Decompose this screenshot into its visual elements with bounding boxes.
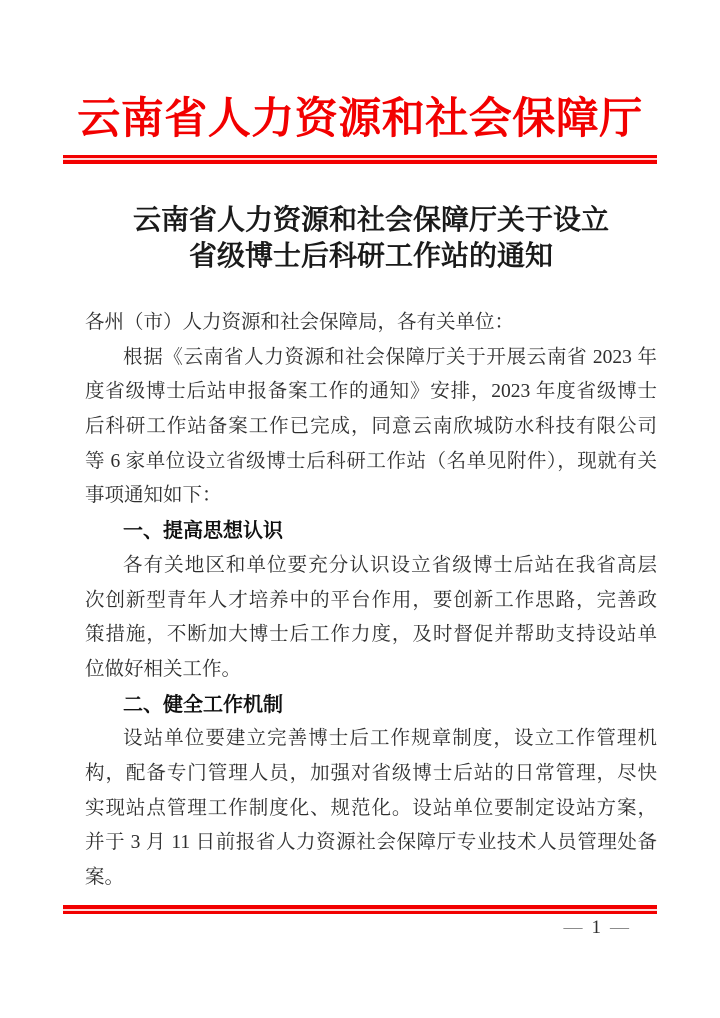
body-line: 位做好相关工作。 (85, 658, 242, 680)
body-line: 后科研工作站备案工作已完成，同意云南欣城防水科技有限公司 (85, 416, 657, 438)
page-number-suffix-dash: — (610, 917, 629, 938)
masthead-divider-rule (63, 155, 657, 164)
page-number (63, 916, 657, 940)
document-body (85, 306, 657, 896)
document-title-line1: 云南省人力资源和社会保障厅关于设立 (132, 205, 609, 236)
masthead-agency-title: 云南省人力资源和社会保障厅 (77, 96, 643, 143)
body-line: 各有关地区和单位要充分认识设立省级博士后站在我省高层 (123, 554, 657, 576)
body-line: 事项通知如下： (85, 485, 222, 507)
page-number-value: 1 (591, 917, 601, 938)
section-heading-2: 二、健全工作机制 (123, 693, 283, 716)
body-line: 度省级博士后站申报备案工作的通知》安排，2023 年度省级博士 (85, 381, 657, 403)
body-line: 实现站点管理工作制度化、规范化。设站单位要制定设站方案， (85, 797, 657, 819)
section-heading-1: 一、提高思想认识 (123, 520, 283, 543)
body-line-salutation: 各州（市）人力资源和社会保障局，各有关单位： (85, 312, 515, 333)
footer-divider-rule (63, 905, 657, 914)
body-line: 并于 3 月 11 日前报省人力资源社会保障厅专业技术人员管理处备 (85, 832, 657, 854)
body-line: 设站单位要建立完善博士后工作规章制度，设立工作管理机 (123, 728, 657, 750)
body-line: 根据《云南省人力资源和社会保障厅关于开展云南省 2023 年 (123, 346, 657, 368)
body-line: 策措施，不断加大博士后工作力度，及时督促并帮助支持设站单 (85, 624, 657, 646)
body-line: 案。 (85, 867, 125, 888)
body-line: 等 6 家单位设立省级博士后科研工作站（名单见附件），现就有关 (85, 450, 657, 472)
document-title (85, 203, 657, 275)
page-number-prefix-dash: — (563, 917, 583, 938)
document-title-line2: 省级博士后科研工作站的通知 (188, 241, 553, 272)
body-line: 次创新型青年人才培养中的平台作用，要创新工作思路，完善政 (85, 589, 657, 611)
body-line: 构，配备专门管理人员，加强对省级博士后站的日常管理，尽快 (85, 762, 657, 784)
